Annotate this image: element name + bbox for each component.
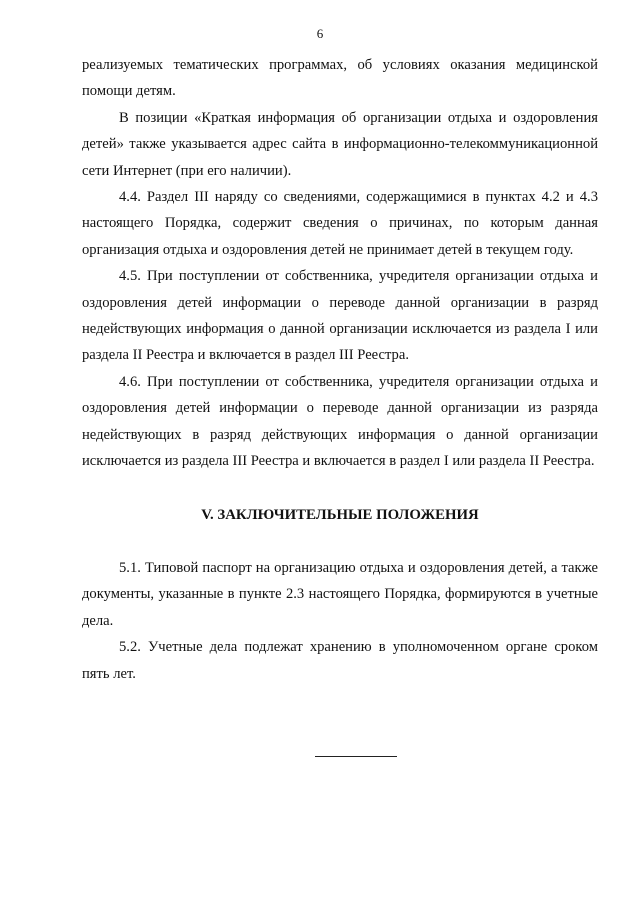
paragraph-5-2: 5.2. Учетные дела подлежат хранению в уполномоченном органе сроком пять лет.	[82, 639, 598, 682]
paragraph-4-4: 4.4. Раздел III наряду со сведениями, содержащимися в пунктах 4.2 и 4.3 настоящего Порядка, содержит сведения о причинах, по которым данная организация отдыха и оздоровления детей не принимает детей в текущем году.	[82, 189, 598, 258]
spacer	[82, 528, 598, 555]
end-of-document-rule	[315, 756, 397, 757]
paragraph-brief-info: В позиции «Краткая информация об организации отдыха и оздоровления детей» также указывается адрес сайта в информационно-телекоммуникационной сети Интернет (при его наличии).	[82, 109, 598, 179]
spacer	[82, 475, 598, 502]
document-body	[82, 52, 598, 687]
paragraph-5-1: 5.1. Типовой паспорт на организацию отдыха и оздоровления детей, а также документы, указанные в пункте 2.3 настоящего Порядка, формируются в учетные дела.	[82, 559, 598, 629]
paragraph-continuation: реализуемых тематических программах, об условиях оказания медицинской помощи детям.	[82, 57, 598, 100]
page-number: 6	[316, 26, 324, 41]
paragraph-4-6: 4.6. При поступлении от собственника, учредителя организации отдыха и оздоровления детей информации о переводе данной организации из разряда недействующих в разряд действующих информация о данной организации исключается из раздела III Реестра и включается в раздел I или раздела II Реестра.	[82, 373, 598, 470]
paragraph-4-5: 4.5. При поступлении от собственника, учредителя организации отдыха и оздоровления детей информации о переводе данной организации в разряд недействующих информация о данной организации исключается из раздела I или раздела II Реестра и включается в раздел III Реестра.	[82, 268, 598, 364]
section-heading-v: V. ЗАКЛЮЧИТЕЛЬНЫЕ ПОЛОЖЕНИЯ	[201, 506, 479, 523]
